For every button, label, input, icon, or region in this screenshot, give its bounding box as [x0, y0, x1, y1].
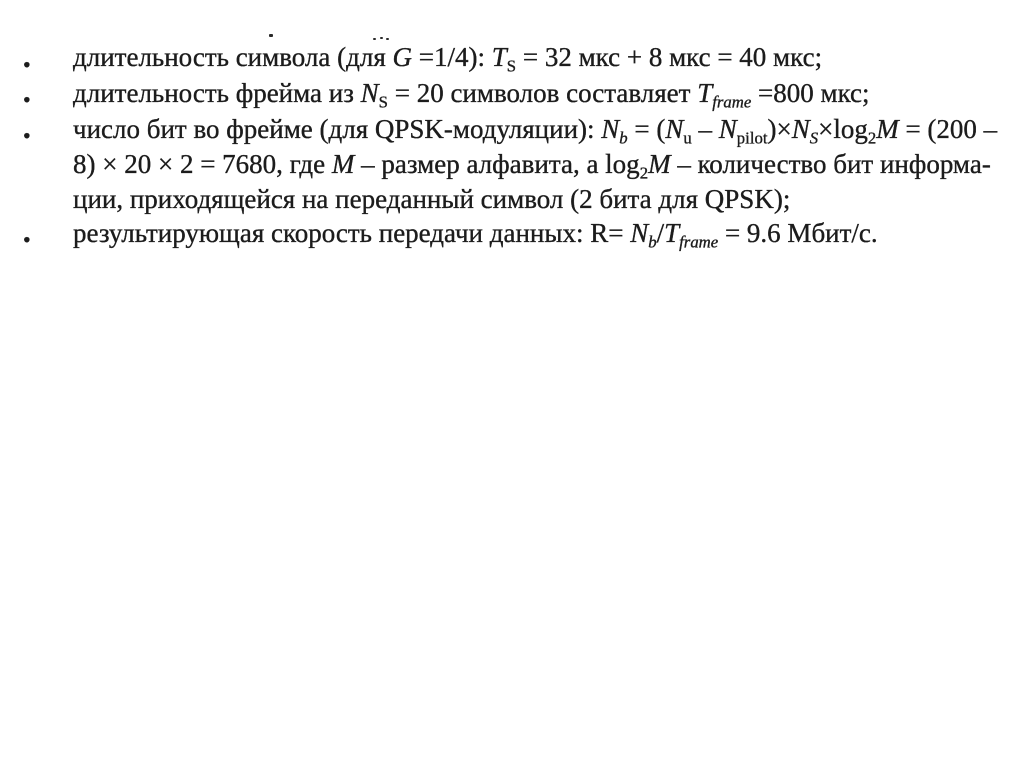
bullet-3: • [23, 123, 31, 148]
bullet-2: • [23, 87, 31, 112]
bullet-4: • [23, 227, 31, 252]
item-1-line-1: длительность символа (для G =1/4): $T_S = 32$ мкс + 8 мкс = 40 мкс; [73, 42, 823, 76]
scan-artifact [380, 37, 383, 39]
item-3-line-2: 8) × 20 × 2 = 7680, где M – размер алфавита, а $\log_2M$ – количество бит информа- [73, 149, 991, 183]
item-3-line-3: ции, приходящейся на переданный символ (2 бита для QPSK); [73, 184, 791, 214]
scan-artifact [373, 38, 376, 40]
item-2-line-1: длительность фрейма из $N_S = 20$ символов составляет $T_{frame} =800$ мкс; [73, 78, 870, 112]
bullet-1: • [23, 52, 31, 77]
scan-artifact [269, 34, 273, 37]
item-3-line-1: число бит во фрейме (для QPSK-модуляции): $N_b = (N_u - N_{pilot})\times N_S\times\log_2M = (200$ – [73, 114, 998, 148]
item-4-line-1: результирующая скорость передачи данных: $R= N_b/T_{frame} = 9.6$ Мбит/с. [73, 218, 878, 252]
scan-artifact [386, 38, 389, 40]
